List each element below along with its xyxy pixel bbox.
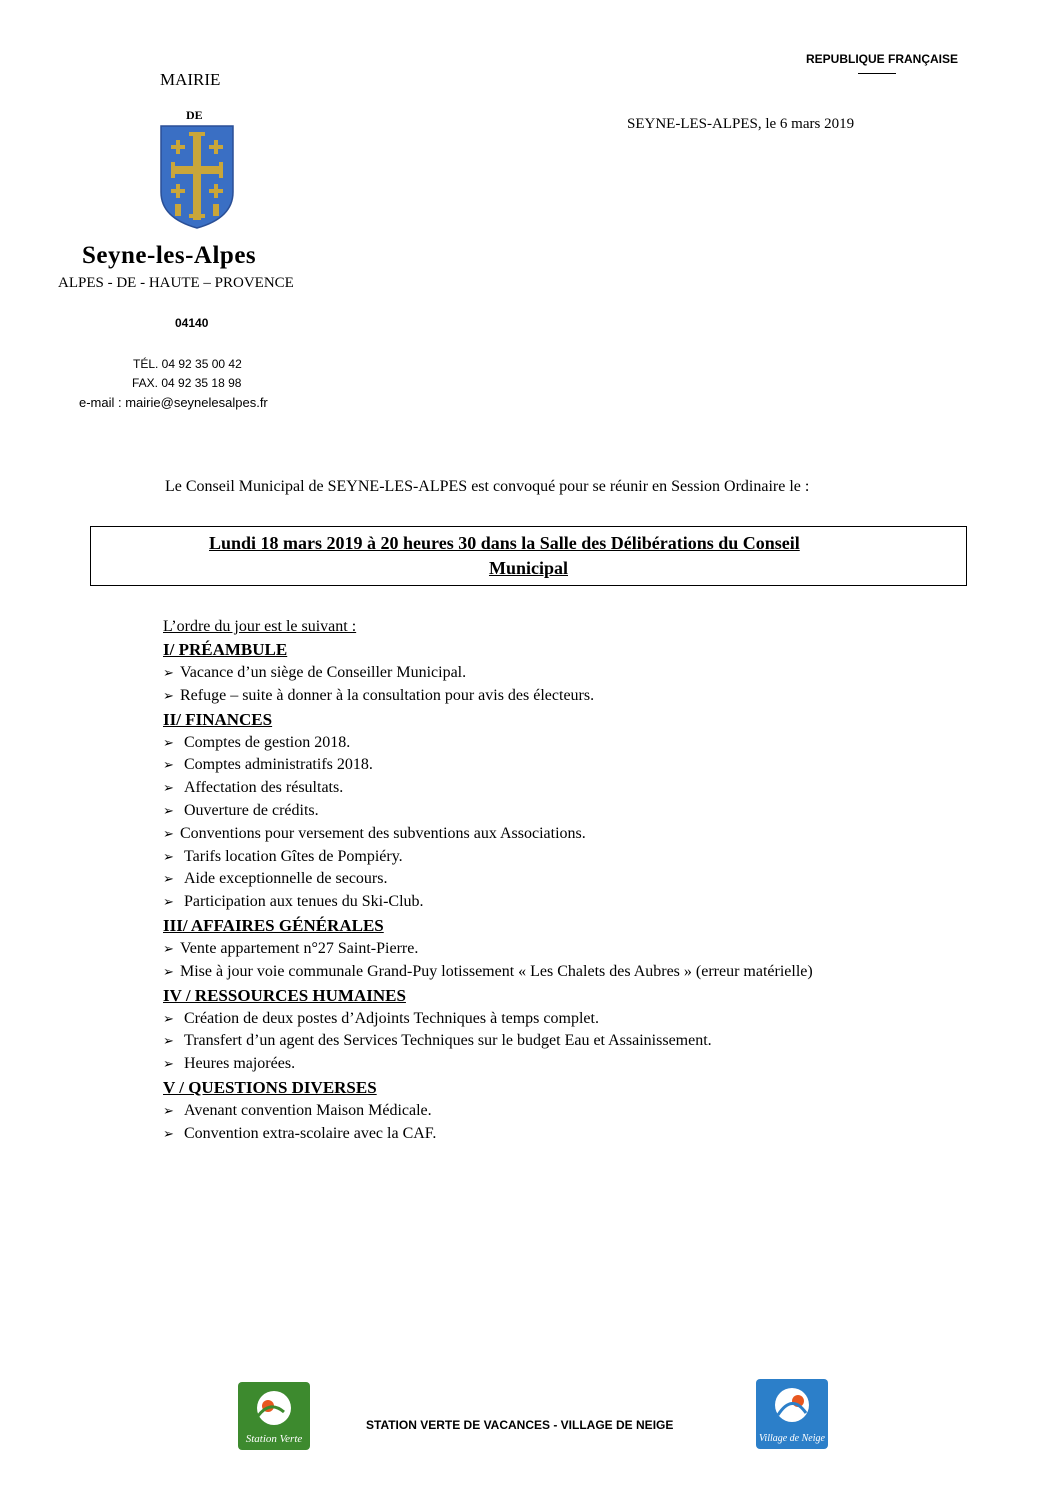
agenda-item-text: Avenant convention Maison Médicale. xyxy=(184,1101,432,1119)
agenda-item xyxy=(163,891,813,914)
arrow-bullet-icon: ➢ xyxy=(163,1056,174,1072)
agenda-item-text: Conventions pour versement des subventions aux Associations. xyxy=(180,824,586,842)
arrow-bullet-icon: ➢ xyxy=(163,734,174,750)
agenda-item-text: Vacance d’un siège de Conseiller Municipal. xyxy=(180,664,467,681)
fax-number: FAX. 04 92 35 18 98 xyxy=(132,376,242,390)
agenda-section-title: III/ AFFAIRES GÉNÉRALES xyxy=(163,915,384,935)
agenda-sections xyxy=(163,638,813,1146)
village-de-neige-logo-icon xyxy=(756,1379,828,1449)
agenda-item xyxy=(163,685,813,708)
republique-underline xyxy=(858,73,896,74)
agenda-item xyxy=(163,823,813,846)
convocation-intro: Le Conseil Municipal de SEYNE-LES-ALPES est convoqué pour se réunir en Session Ordinaire le : xyxy=(165,478,810,495)
meeting-box xyxy=(90,526,967,586)
station-verte-logo-icon xyxy=(238,1382,310,1450)
agenda-item-text: Comptes de gestion 2018. xyxy=(184,733,351,751)
agenda-section-title: IV / RESSOURCES HUMAINES xyxy=(163,985,406,1005)
phone-number: TÉL. 04 92 35 00 42 xyxy=(133,357,242,371)
agenda-item xyxy=(163,777,813,800)
agenda-item-text: Mise à jour voie communale Grand-Puy lotissement « Les Chalets des Aubres » (erreur matérielle) xyxy=(180,962,813,980)
agenda-item xyxy=(163,868,813,891)
agenda-item xyxy=(163,1053,813,1076)
agenda-item-text: Création de deux postes d’Adjoints Techniques à temps complet. xyxy=(184,1009,599,1027)
agenda-item xyxy=(163,732,813,755)
agenda-item-text: Participation aux tenues du Ski-Club. xyxy=(184,893,424,911)
agenda-item-text: Tarifs location Gîtes de Pompiéry. xyxy=(184,847,403,865)
agenda-section-title: I/ PRÉAMBULE xyxy=(163,640,288,659)
arrow-bullet-icon: ➢ xyxy=(163,825,174,841)
agenda-item xyxy=(163,846,813,869)
date-line: SEYNE-LES-ALPES, le 6 mars 2019 xyxy=(627,116,855,132)
arrow-bullet-icon: ➢ xyxy=(163,665,174,680)
commune-name: Seyne-les-Alpes xyxy=(82,242,257,269)
republique-francaise: REPUBLIQUE FRANÇAISE xyxy=(805,52,958,66)
agenda-section-title: II/ FINANCES xyxy=(163,709,273,729)
arrow-bullet-icon: ➢ xyxy=(163,1125,174,1141)
agenda-intro: L’ordre du jour est le suivant : xyxy=(163,618,357,635)
agenda-item xyxy=(163,938,813,961)
arrow-bullet-icon: ➢ xyxy=(163,940,174,956)
agenda-item xyxy=(163,754,813,777)
agenda-item xyxy=(163,1123,813,1146)
agenda xyxy=(163,616,813,1146)
agenda-item-text: Ouverture de crédits. xyxy=(184,801,319,819)
meeting-date-line: Lundi 18 mars 2019 à 20 heures 30 dans la Salle des Délibérations du Conseil xyxy=(209,533,800,553)
arrow-bullet-icon: ➢ xyxy=(163,1033,174,1049)
agenda-item-text: Aide exceptionnelle de secours. xyxy=(184,870,388,888)
agenda-item xyxy=(163,1008,813,1031)
agenda-item-text: Comptes administratifs 2018. xyxy=(184,756,373,774)
arrow-bullet-icon: ➢ xyxy=(163,757,174,773)
agenda-item-text: Convention extra-scolaire avec la CAF. xyxy=(184,1124,437,1142)
meeting-location-line: Municipal xyxy=(488,558,568,578)
mairie-de-label: DE xyxy=(186,108,203,122)
agenda-item-text: Affectation des résultats. xyxy=(184,779,344,797)
departement: ALPES - DE - HAUTE – PROVENCE xyxy=(58,275,294,291)
mairie-label: MAIRIE xyxy=(160,70,221,89)
agenda-item xyxy=(163,1100,813,1123)
arrow-bullet-icon: ➢ xyxy=(163,848,174,864)
arrow-bullet-icon: ➢ xyxy=(163,1102,174,1118)
agenda-item-text: Refuge – suite à donner à la consultation pour avis des électeurs. xyxy=(180,686,595,704)
arrow-bullet-icon: ➢ xyxy=(163,780,174,796)
station-verte-caption: Station Verte xyxy=(245,1433,303,1445)
arrow-bullet-icon: ➢ xyxy=(163,871,174,887)
arrow-bullet-icon: ➢ xyxy=(163,687,174,703)
email-address: e-mail : mairie@seynelesalpes.fr xyxy=(79,395,268,410)
agenda-item-text: Transfert d’un agent des Services Techniques sur le budget Eau et Assainissement. xyxy=(184,1032,712,1050)
postal-code: 04140 xyxy=(175,316,209,330)
village-de-neige-caption: Village de Neige xyxy=(759,1433,825,1444)
agenda-item xyxy=(163,662,813,685)
arrow-bullet-icon: ➢ xyxy=(163,963,174,979)
agenda-item xyxy=(163,800,813,823)
arrow-bullet-icon: ➢ xyxy=(163,1010,174,1026)
agenda-item xyxy=(163,1030,813,1053)
coat-of-arms-icon xyxy=(157,122,237,230)
agenda-item xyxy=(163,961,813,984)
footer-text: STATION VERTE DE VACANCES - VILLAGE DE NEIGE xyxy=(366,1418,674,1432)
arrow-bullet-icon: ➢ xyxy=(163,802,174,818)
agenda-section-title: V / QUESTIONS DIVERSES xyxy=(163,1077,377,1097)
agenda-item-text: Heures majorées. xyxy=(184,1055,296,1073)
arrow-bullet-icon: ➢ xyxy=(163,894,174,910)
agenda-item-text: Vente appartement n°27 Saint-Pierre. xyxy=(180,939,419,957)
